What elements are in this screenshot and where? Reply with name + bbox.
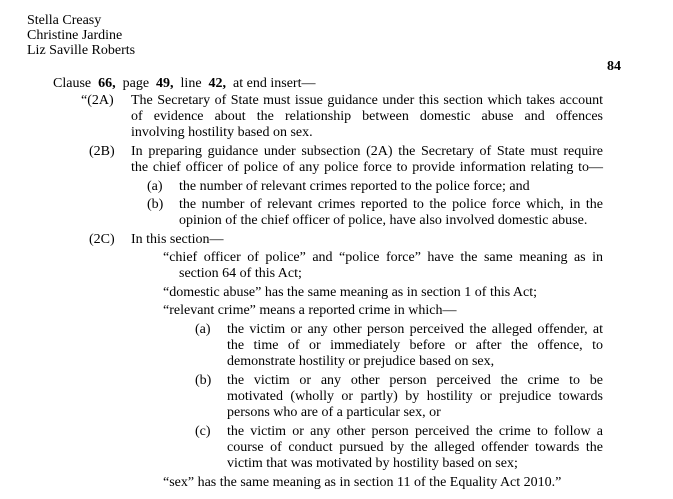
paragraph-label: (b) — [147, 197, 164, 212]
amendment-instruction — [53, 76, 315, 92]
page-word: page — [122, 76, 150, 91]
amendment-number: 84 — [607, 59, 621, 74]
subsection-text-line: involving hostility based on sex. — [131, 125, 313, 140]
clause-word: Clause — [53, 76, 92, 91]
sponsor-name: Stella Creasy — [27, 13, 102, 28]
paragraph-text-line: the victim or any other person perceived the alleged offender, at — [227, 322, 603, 337]
line-number: 42, — [208, 76, 227, 91]
sponsor-name: Christine Jardine — [27, 28, 123, 43]
paragraph-text-line: motivated (wholly or partly) by hostility or prejudice towards — [227, 389, 603, 404]
paragraph-text-line: course of conduct pursued by the alleged offender towards the — [227, 440, 603, 455]
paragraph-text-line: persons who are of a particular sex, or — [227, 405, 441, 420]
subsection-number: “(2A) — [81, 93, 114, 108]
definition-line: “domestic abuse” has the same meaning as in section 1 of this Act; — [163, 285, 538, 300]
paragraph-text-line: the number of relevant crimes reported to the police force; and — [179, 179, 530, 194]
definition-line: “sex” has the same meaning as in section 11 of the Equality Act 2010.” — [163, 475, 562, 490]
paragraph-text-line: the number of relevant crimes reported to the police force which, in the — [179, 197, 603, 212]
paragraph-label: (a) — [147, 179, 163, 194]
definition-line: section 64 of this Act; — [179, 266, 302, 281]
paragraph-label: (b) — [195, 373, 212, 388]
line-word: line — [180, 76, 202, 91]
clause-number: 66, — [98, 76, 116, 91]
paragraph-label: (c) — [195, 424, 211, 439]
subsection-text-line: of evidence about the relationship between domestic abuse and offences — [131, 109, 603, 124]
instruction-action: at end insert— — [233, 76, 316, 91]
subsection-text-line: The Secretary of State must issue guidance under this section which takes account — [131, 93, 603, 108]
paragraph-text-line: demonstrate hostility or prejudice based on sex, — [227, 354, 495, 369]
paragraph-label: (a) — [195, 322, 211, 337]
paragraph-text-line: the time of or immediately before or after the offence, to — [227, 338, 603, 353]
subsection-number: (2C) — [89, 232, 115, 247]
sponsor-name: Liz Saville Roberts — [27, 43, 136, 58]
paragraph-text-line: opinion of the chief officer of police, have also involved domestic abuse. — [179, 213, 588, 228]
definition-line: “relevant crime” means a reported crime in which— — [163, 303, 457, 318]
subsection-text-line: the chief officer of police of any police force to provide information relating to— — [131, 160, 603, 175]
page-number: 49, — [156, 76, 174, 91]
definition-line: “chief officer of police” and “police force” have the same meaning as in — [163, 250, 603, 265]
paragraph-text-line: the victim or any other person perceived the crime to follow a — [227, 424, 603, 439]
subsection-text-line: In preparing guidance under subsection (2A) the Secretary of State must require — [131, 144, 603, 159]
paragraph-text-line: victim that was motivated by hostility based on sex; — [227, 456, 518, 471]
subsection-text-line: In this section— — [131, 232, 224, 247]
subsection-number: (2B) — [89, 144, 115, 159]
paragraph-text-line: the victim or any other person perceived the crime to be — [227, 373, 603, 388]
